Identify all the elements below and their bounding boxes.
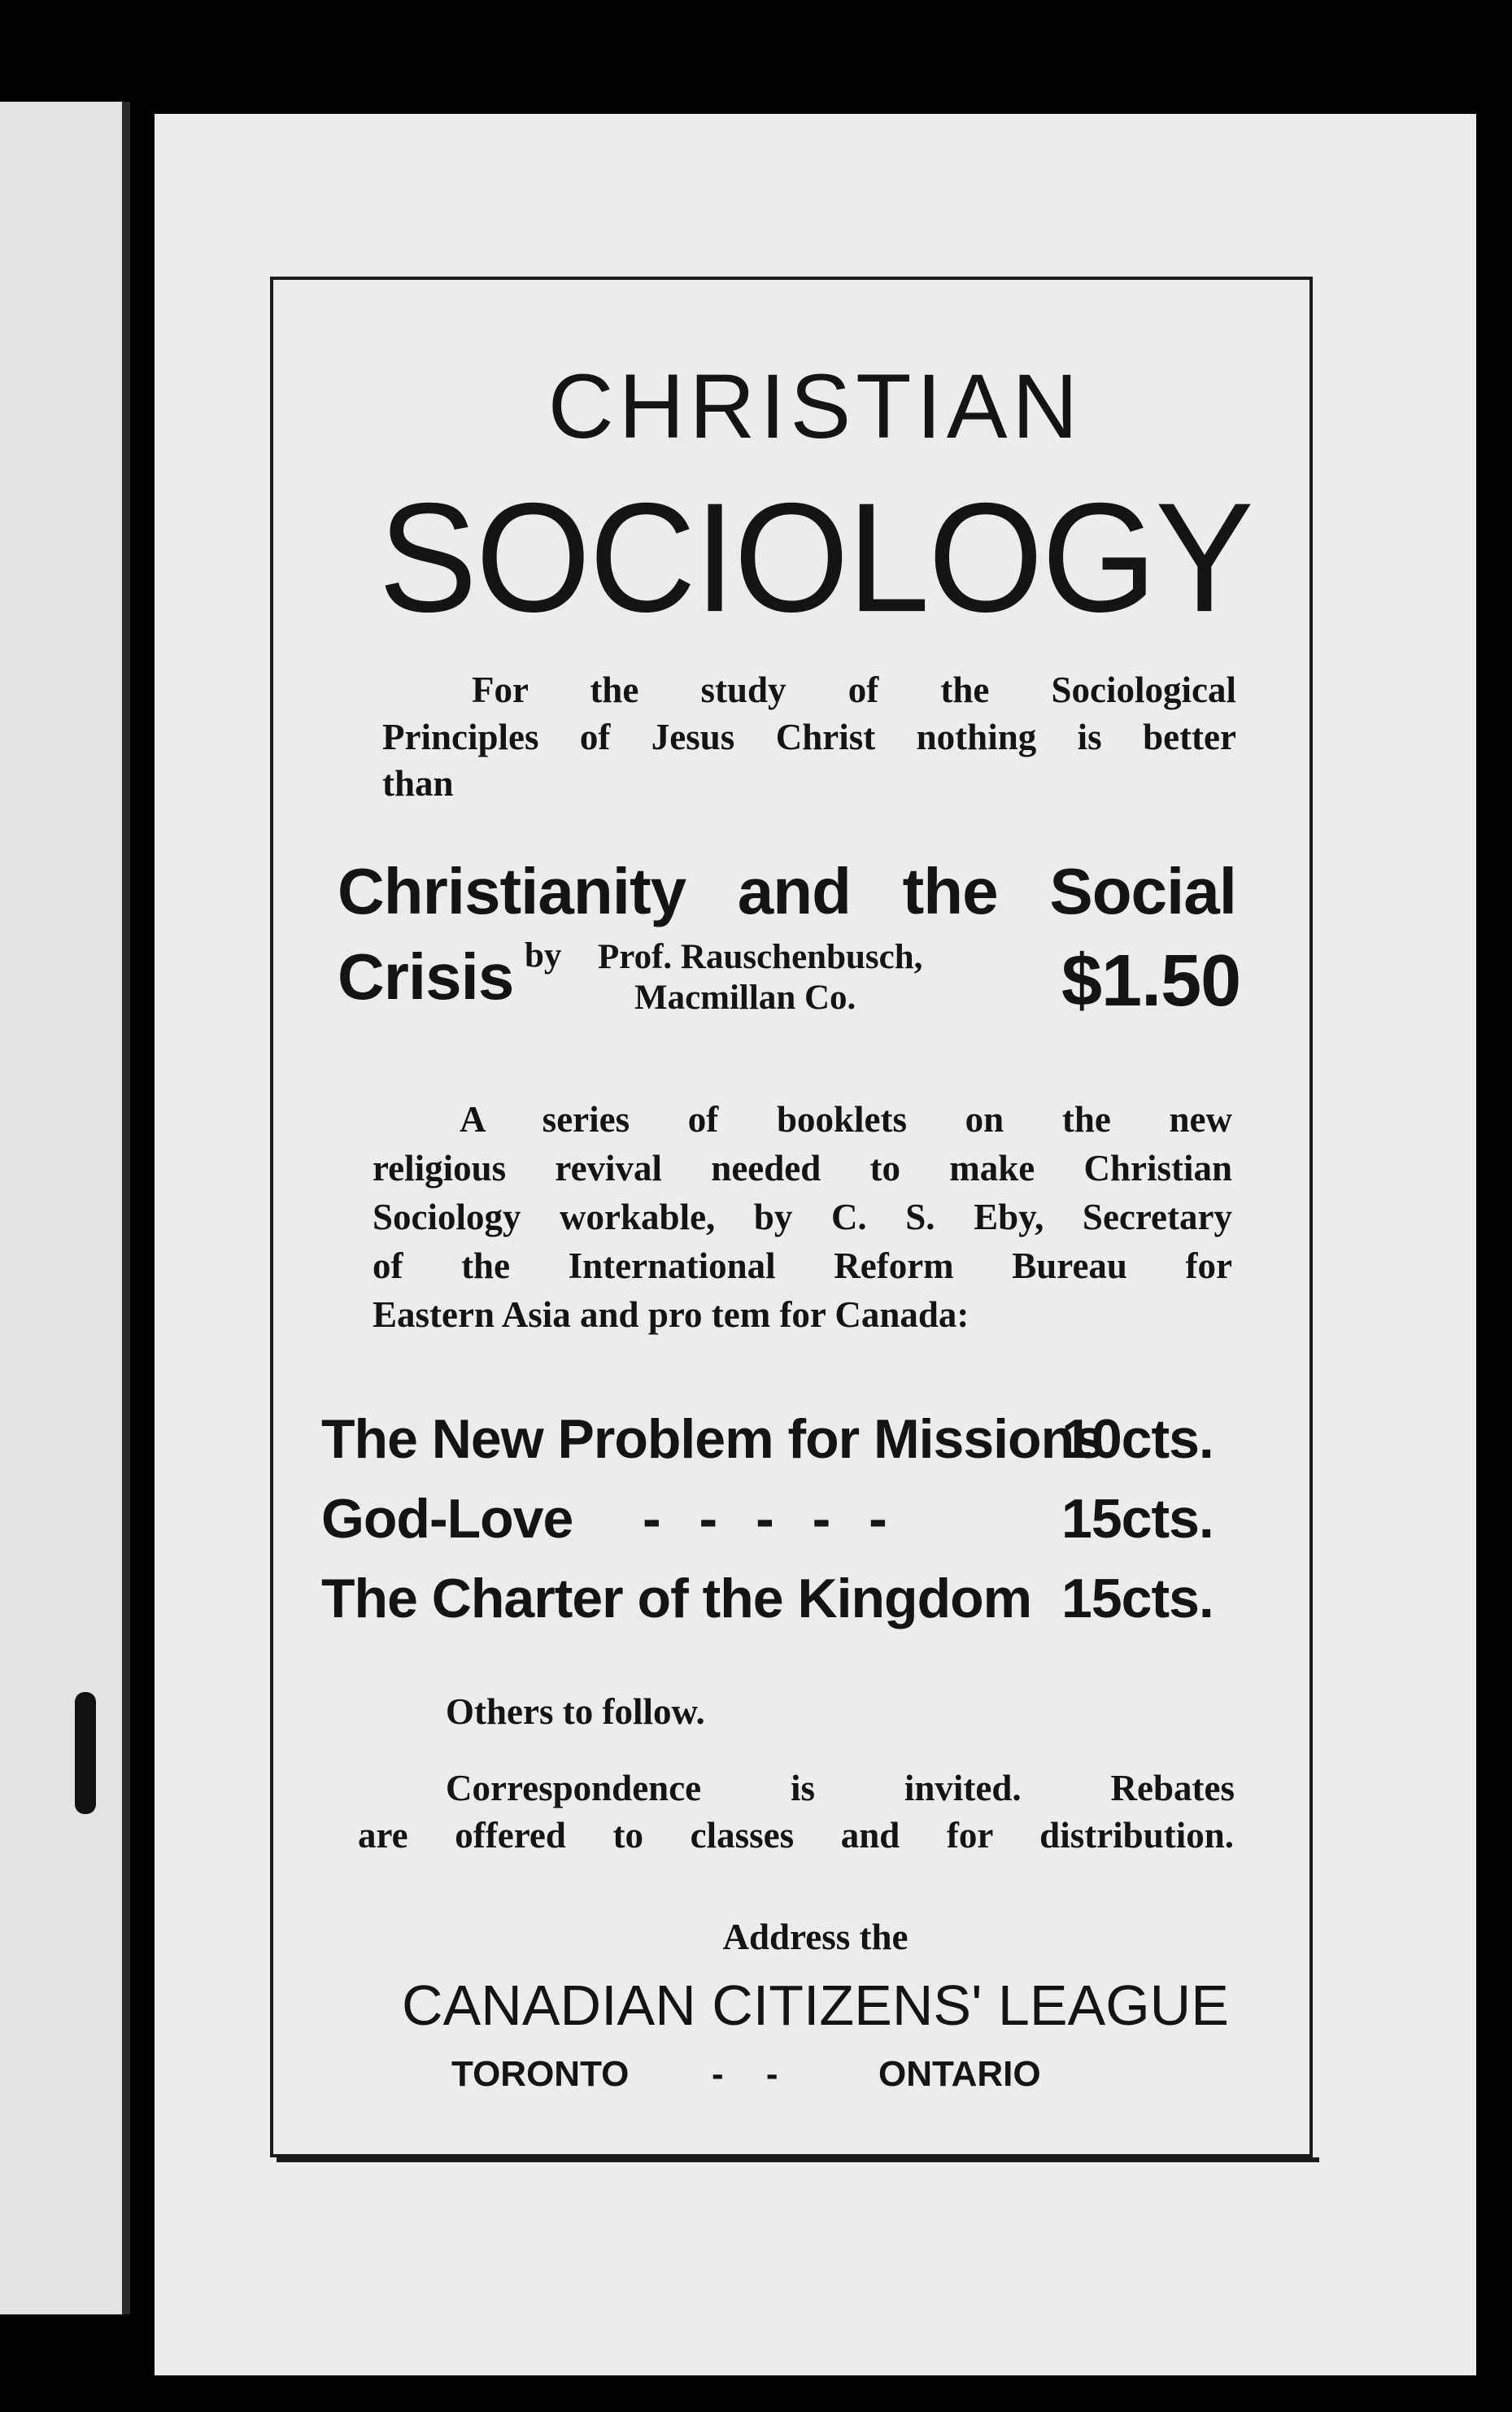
- heading-christian: CHRISTIAN: [547, 355, 1083, 457]
- booklet-title: The Charter of the Kingdom: [321, 1568, 1032, 1629]
- advertisement-page: [155, 114, 1476, 2375]
- correspondence-line-2: are offered to classes and for distribution.: [358, 1815, 1234, 1856]
- series-line-2: religious revival needed to make Christian: [373, 1148, 1232, 1189]
- league-name: CANADIAN CITIZENS' LEAGUE: [402, 1974, 1229, 2037]
- book-by: by: [525, 936, 562, 975]
- booklet-price: 15cts.: [1061, 1568, 1214, 1629]
- province-name: ONTARIO: [878, 2054, 1041, 2094]
- book-price: $1.50: [1061, 940, 1241, 1022]
- book-title-line-2: Crisis: [338, 940, 514, 1013]
- address-label: Address the: [722, 1917, 909, 1957]
- booklet-price: 15cts.: [1061, 1488, 1214, 1550]
- others-to-follow: Others to follow.: [446, 1691, 705, 1732]
- booklet-leader: - - - - -: [643, 1488, 899, 1550]
- book-title-line-1: Christianity and the Social: [338, 855, 1236, 927]
- book-publisher: Macmillan Co.: [634, 979, 856, 1017]
- series-line-1: A series of booklets on the new: [460, 1099, 1232, 1140]
- series-line-4: of the International Reform Bureau for: [373, 1245, 1232, 1286]
- series-line-3: Sociology workable, by C. S. Eby, Secretary: [373, 1197, 1232, 1237]
- intro-line-3: than: [382, 763, 454, 804]
- adjacent-page-spine: [0, 102, 130, 2314]
- city-name: TORONTO: [451, 2054, 630, 2094]
- series-line-5: Eastern Asia and pro tem for Canada:: [373, 1294, 970, 1335]
- book-author: Prof. Rauschenbusch,: [598, 938, 923, 976]
- heading-sociology: SOCIOLOGY: [378, 469, 1253, 645]
- booklet-title: The New Problem for Missions: [321, 1408, 1104, 1470]
- intro-line-2: Principles of Jesus Christ nothing is better: [382, 717, 1236, 757]
- ad-border-shadow: [277, 2157, 1319, 2162]
- intro-line-1: For the study of the Sociological: [472, 670, 1236, 710]
- binding-hole: [75, 1692, 96, 1814]
- booklet-price: 10cts.: [1061, 1408, 1214, 1470]
- city-separator: - -: [712, 2054, 795, 2094]
- booklet-title: God-Love: [321, 1488, 573, 1550]
- correspondence-line-1: Correspondence is invited. Rebates: [446, 1768, 1235, 1808]
